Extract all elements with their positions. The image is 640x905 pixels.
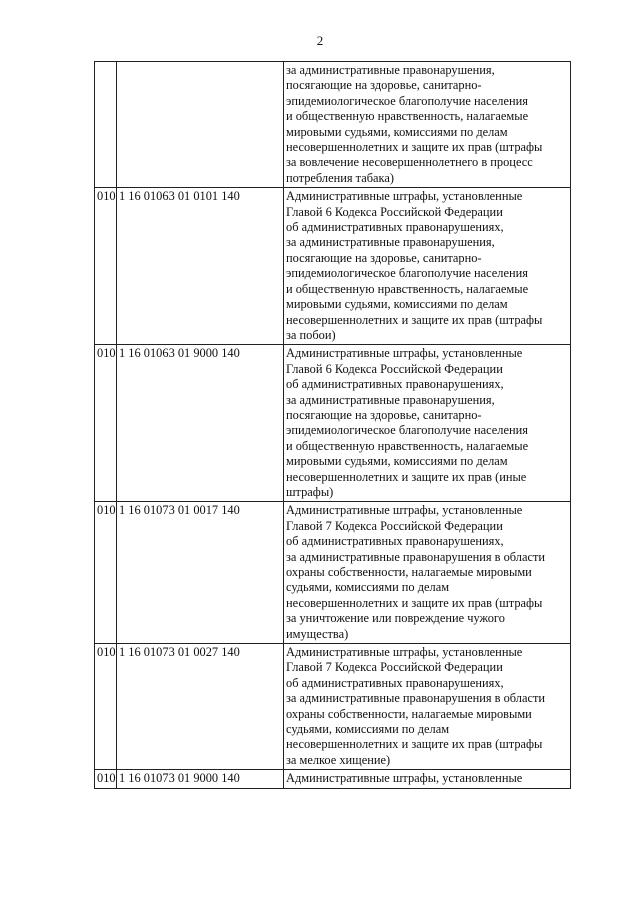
budget-code-cell: 1 16 01073 01 0027 140: [117, 644, 284, 770]
page-number: 2: [316, 33, 324, 48]
income-name-cell: [284, 644, 571, 770]
income-name-line: несовершеннолетних и защите их прав (иные: [286, 469, 527, 484]
income-name-line: и общественную нравственность, налагаемые: [286, 438, 529, 453]
income-name-line: эпидемиологическое благополучие населения: [286, 423, 528, 438]
income-name-line: за мелкое хищение): [286, 752, 391, 767]
income-name-line: Главой 7 Кодекса Российской Федерации: [286, 518, 503, 533]
budget-code-cell: 1 16 01073 01 9000 140: [117, 770, 284, 788]
income-name-line: штрафы): [286, 484, 334, 499]
income-name-line: за административные правонарушения,: [286, 235, 495, 250]
administrator-code-cell: 010: [95, 502, 117, 644]
administrator-code-cell: 010: [95, 770, 117, 788]
income-name-line: несовершеннолетних и защите их прав (штрафы: [286, 595, 543, 610]
income-name-line: Административные штрафы, установленные: [286, 346, 523, 361]
table-row: [95, 770, 571, 788]
income-name-line: судьями, комиссиями по делам: [286, 580, 450, 595]
income-name-line: имущества): [286, 626, 349, 641]
income-name-line: и общественную нравственность, налагаемые: [286, 109, 529, 124]
income-name-line: Административные штрафы, установленные: [286, 189, 523, 204]
income-name-line: Главой 6 Кодекса Российской Федерации: [286, 361, 503, 376]
income-name-line: посягающие на здоровье, санитарно-: [286, 250, 482, 265]
budget-code-cell: 1 16 01073 01 0017 140: [117, 502, 284, 644]
administrator-code-cell: 010: [95, 345, 117, 502]
budget-code-cell: 1 16 01063 01 9000 140: [117, 345, 284, 502]
income-name-cell: [284, 502, 571, 644]
table-row: [95, 62, 571, 188]
income-name-line: за административные правонарушения,: [286, 392, 495, 407]
income-name-line: несовершеннолетних и защите их прав (штрафы: [286, 312, 543, 327]
table-row: [95, 188, 571, 345]
table-body: [95, 62, 571, 789]
income-name-line: за вовлечение несовершеннолетнего в процесс: [286, 155, 533, 170]
income-name-line: мировыми судьями, комиссиями по делам: [286, 124, 508, 139]
income-name-line: судьями, комиссиями по делам: [286, 722, 450, 737]
income-name-line: Административные штрафы, установленные: [286, 503, 523, 518]
income-name-line: потребления табака): [286, 170, 394, 185]
administrator-code-cell: 010: [95, 188, 117, 345]
income-name-line: посягающие на здоровье, санитарно-: [286, 407, 482, 422]
income-name-line: и общественную нравственность, налагаемые: [286, 281, 529, 296]
income-name-line: Главой 6 Кодекса Российской Федерации: [286, 204, 503, 219]
income-name-line: Административные штрафы, установленные: [286, 771, 523, 786]
income-name-line: за административные правонарушения в области: [286, 549, 546, 564]
administrator-code-cell: [95, 62, 117, 188]
budget-code-cell: 1 16 01063 01 0101 140: [117, 188, 284, 345]
administrator-code-cell: 010: [95, 644, 117, 770]
income-name-line: Главой 7 Кодекса Российской Федерации: [286, 660, 503, 675]
income-name-line: мировыми судьями, комиссиями по делам: [286, 297, 508, 312]
income-name-line: об административных правонарушениях,: [286, 534, 504, 549]
income-name-line: за административные правонарушения в области: [286, 691, 546, 706]
income-name-cell: [284, 770, 571, 788]
income-name-line: охраны собственности, налагаемые мировыми: [286, 565, 532, 579]
income-name-line: эпидемиологическое благополучие населения: [286, 93, 528, 108]
table-row: [95, 502, 571, 644]
income-name-line: эпидемиологическое благополучие населения: [286, 266, 528, 281]
income-name-line: за уничтожение или повреждение чужого: [286, 611, 505, 626]
budget-classification-table: [94, 61, 571, 789]
income-name-line: об административных правонарушениях,: [286, 220, 504, 235]
income-name-cell: [284, 188, 571, 345]
income-name-line: за административные правонарушения,: [286, 63, 495, 77]
income-name-line: несовершеннолетних и защите их прав (штрафы: [286, 140, 543, 155]
table-row: [95, 644, 571, 770]
budget-code-cell: [117, 62, 284, 188]
income-name-cell: [284, 62, 571, 188]
income-name-line: об административных правонарушениях,: [286, 675, 504, 690]
income-name-line: Административные штрафы, установленные: [286, 645, 523, 660]
table-row: [95, 345, 571, 502]
income-name-cell: [284, 345, 571, 502]
income-name-line: за побои): [286, 327, 336, 342]
income-name-line: охраны собственности, налагаемые мировыми: [286, 706, 532, 721]
income-name-line: посягающие на здоровье, санитарно-: [286, 78, 482, 93]
income-name-line: несовершеннолетних и защите их прав (штрафы: [286, 737, 543, 752]
income-name-line: об административных правонарушениях,: [286, 377, 504, 392]
income-name-line: мировыми судьями, комиссиями по делам: [286, 454, 508, 469]
